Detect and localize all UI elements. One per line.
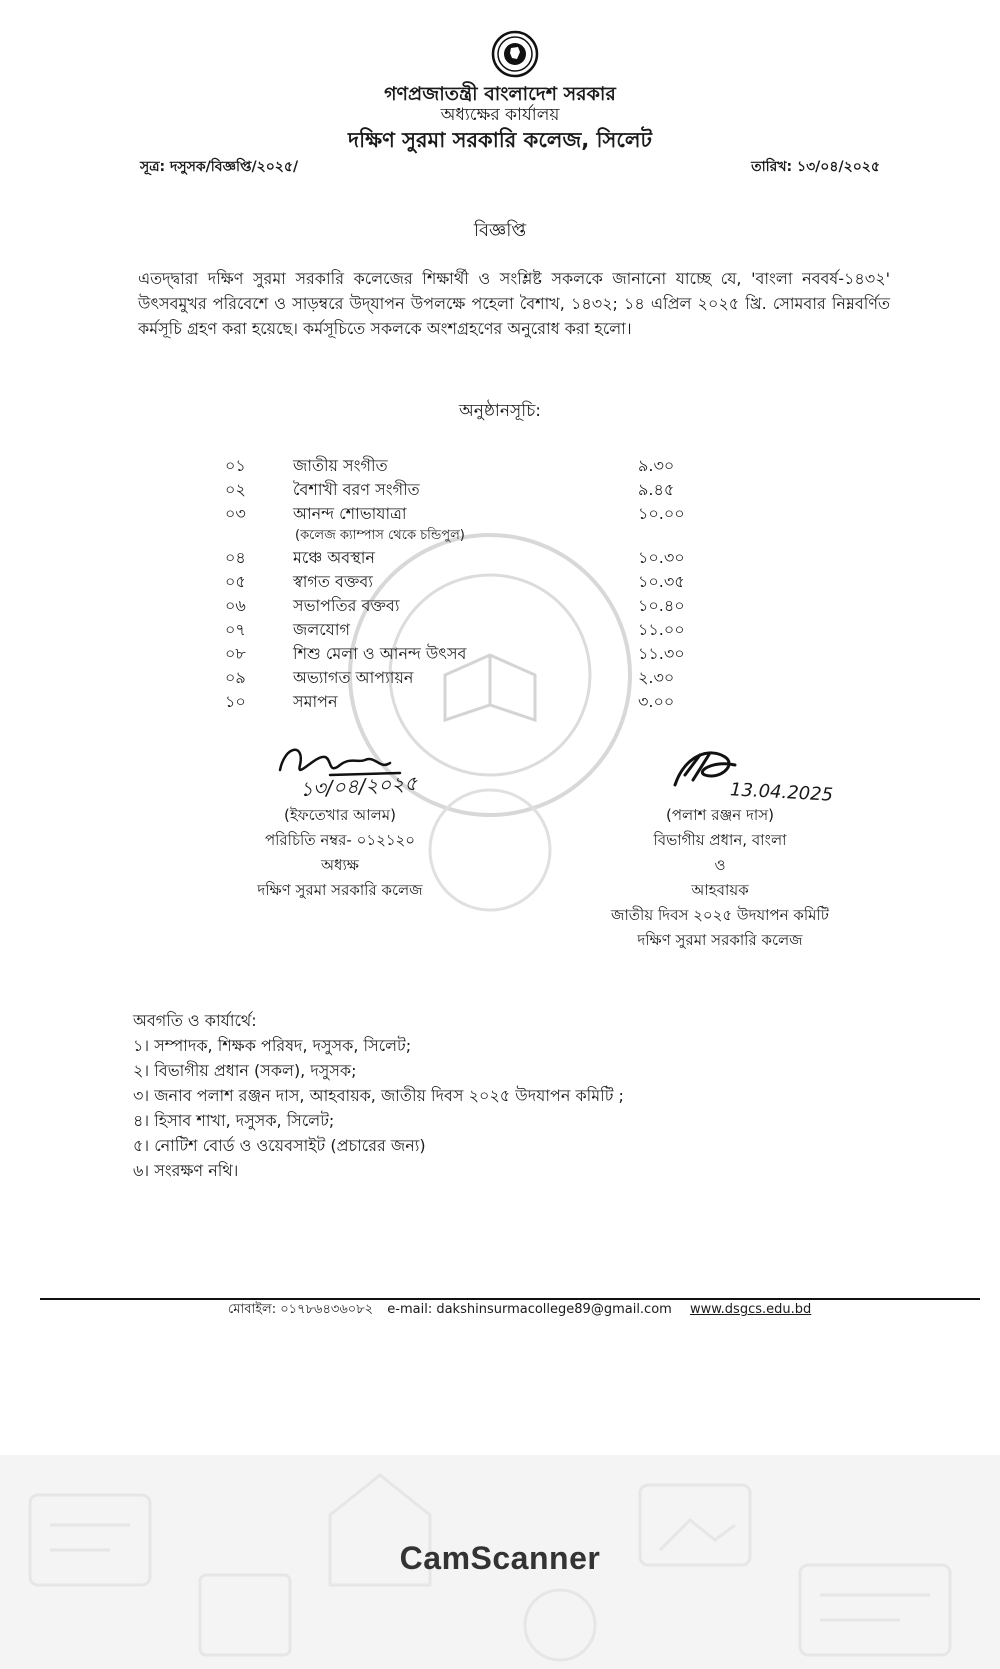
program-name: স্বাগত বক্তব্য [293,572,373,591]
signature-block-right [560,803,880,953]
program-time: ১০.৪০ [638,596,685,615]
handwritten-date-left: ১৩/০৪/২০২৫ [299,770,418,802]
program-time: ১০.৩০ [638,548,685,567]
program-no: ১০ [225,692,246,711]
program-time: ১১.৩০ [638,644,685,663]
government-emblem-icon [491,30,539,78]
program-row [0,477,1000,501]
program-time: ১০.০০ [638,504,685,523]
program-no: ০১ [225,456,246,475]
program-time: ১১.০০ [638,620,685,639]
contact-mobile: মোবাইল: ০১৭৮৬৪৩৬০৮২ [228,1302,374,1317]
program-title: অনুষ্ঠানসূচি: [458,401,542,421]
program-name: অভ্যাগত আপ্যায়ন [293,668,414,687]
cc-item: ১। সম্পাদক, শিক্ষক পরিষদ, দসুসক, সিলেট; [133,1036,412,1055]
program-row [0,689,1000,713]
signatory-designation: বিভাগীয় প্রধান, বাংলা [653,831,787,849]
program-time: ২.৩০ [638,668,675,687]
program-name: জাতীয় সংগীত [293,456,388,475]
program-no: ০৪ [225,548,246,567]
cc-item: ৫। নোটিশ বোর্ড ও ওয়েবসাইট (প্রচারের জন্য) [133,1136,426,1155]
program-time: ৯.৩০ [638,456,675,475]
contact-email: e-mail: dakshinsurmacollege89@gmail.com [387,1302,672,1317]
signature-block-left [180,803,500,903]
program-name: জলযোগ [293,620,351,639]
cc-item: ৪। হিসাব শাখা, দসুসক, সিলেট; [133,1111,335,1130]
program-no: ০৮ [225,644,246,663]
program-no: ০৯ [225,668,246,687]
notice-date: তারিখ: ১৩/০৪/২০২৫ [751,159,880,175]
cc-item: ২। বিভাগীয় প্রধান (সকল), দসুসক; [133,1061,357,1080]
program-time: ৯.৪৫ [638,480,675,499]
program-sub-note: (কলেজ ক্যাম্পাস থেকে চন্ডিপুল) [295,528,465,543]
signatory-institution: দক্ষিণ সুরমা সরকারি কলেজ [637,931,803,949]
program-name: আনন্দ শোভাযাত্রা [293,504,407,523]
program-no: ০৭ [225,620,246,639]
program-name: শিশু মেলা ও আনন্দ উৎসব [293,644,467,663]
program-name: মঞ্চে অবস্থান [293,548,375,567]
camscanner-logo: CamScanner [399,1540,601,1576]
program-no: ০৫ [225,572,246,591]
program-time: ৩.০০ [638,692,675,711]
contact-website[interactable]: www.dsgcs.edu.bd [689,1302,812,1317]
cc-item: ৬। সংরক্ষণ নথি। [133,1161,239,1180]
program-row [0,501,1000,525]
program-name: সভাপতির বক্তব্য [293,596,400,615]
signatory-name: (ইফতেখার আলম) [284,806,396,824]
notice-title: বিজ্ঞপ্তি [473,220,527,241]
government-name: গণপ্রজাতন্ত্রী বাংলাদেশ সরকার [384,83,616,105]
notice-body: এতদ্দ্বারা দক্ষিণ সুরমা সরকারি কলেজের শিক্ষার্থী ও সংশ্লিষ্ট সকলকে জানানো যাচ্ছে যে, 'বাংলা নববর্ষ-১৪৩২' উৎসবমুখর পরিবেশে ও সাড়ম্বরে উদ্‌যাপন উপলক্ষে পহেলা বৈশাখ, ১৪৩২; ১৪ এপ্রিল ২০২৫ খ্রি. সোমবার নিম্নবর্ণিত কর্মসূচি গ্রহণ করা হয়েছে। কর্মসূচিতে সকলকে অংশগ্রহণের অনুরোধ করা হলো। [138,269,890,338]
program-name: বৈশাখী বরণ সংগীত [293,480,420,499]
program-row [0,617,1000,641]
reference-number: সূত্র: দসুসক/বিজ্ঞপ্তি/২০২৫/ [140,159,299,175]
program-time: ১০.৩৫ [638,572,685,591]
signatory-id: পরিচিতি নম্বর- ০১২১২০ [264,831,416,849]
program-row [0,569,1000,593]
signatory-committee: জাতীয় দিবস ২০২৫ উদযাপন কমিটি [611,906,829,924]
program-row [0,545,1000,569]
program-row [0,641,1000,665]
program-row [0,665,1000,689]
program-no: ০২ [225,480,246,499]
contact-line [228,1300,811,1321]
signatory-name: (পলাশ রঞ্জন দাস) [666,806,774,824]
program-name: সমাপন [293,692,338,711]
office-name: অধ্যক্ষের কার্যালয় [440,105,560,125]
signatory-designation: অধ্যক্ষ [321,856,359,874]
cc-item: ৩। জনাব পলাশ রঞ্জন দাস, আহবায়ক, জাতীয় দিবস ২০২৫ উদযাপন কমিটি ; [133,1086,624,1105]
college-name: দক্ষিণ সুরমা সরকারি কলেজ, সিলেট [348,128,652,152]
program-row [0,453,1000,477]
handwritten-date-right: 13.04.2025 [729,779,834,806]
signatory-conjunction: ও [714,856,726,874]
signatory-role: আহবায়ক [691,881,749,899]
program-row [0,593,1000,617]
program-no: ০৩ [225,504,246,523]
program-no: ০৬ [225,596,246,615]
cc-title: অবগতি ও কার্যার্থে: [133,1011,257,1030]
signatory-institution: দক্ষিণ সুরমা সরকারি কলেজ [257,881,423,899]
